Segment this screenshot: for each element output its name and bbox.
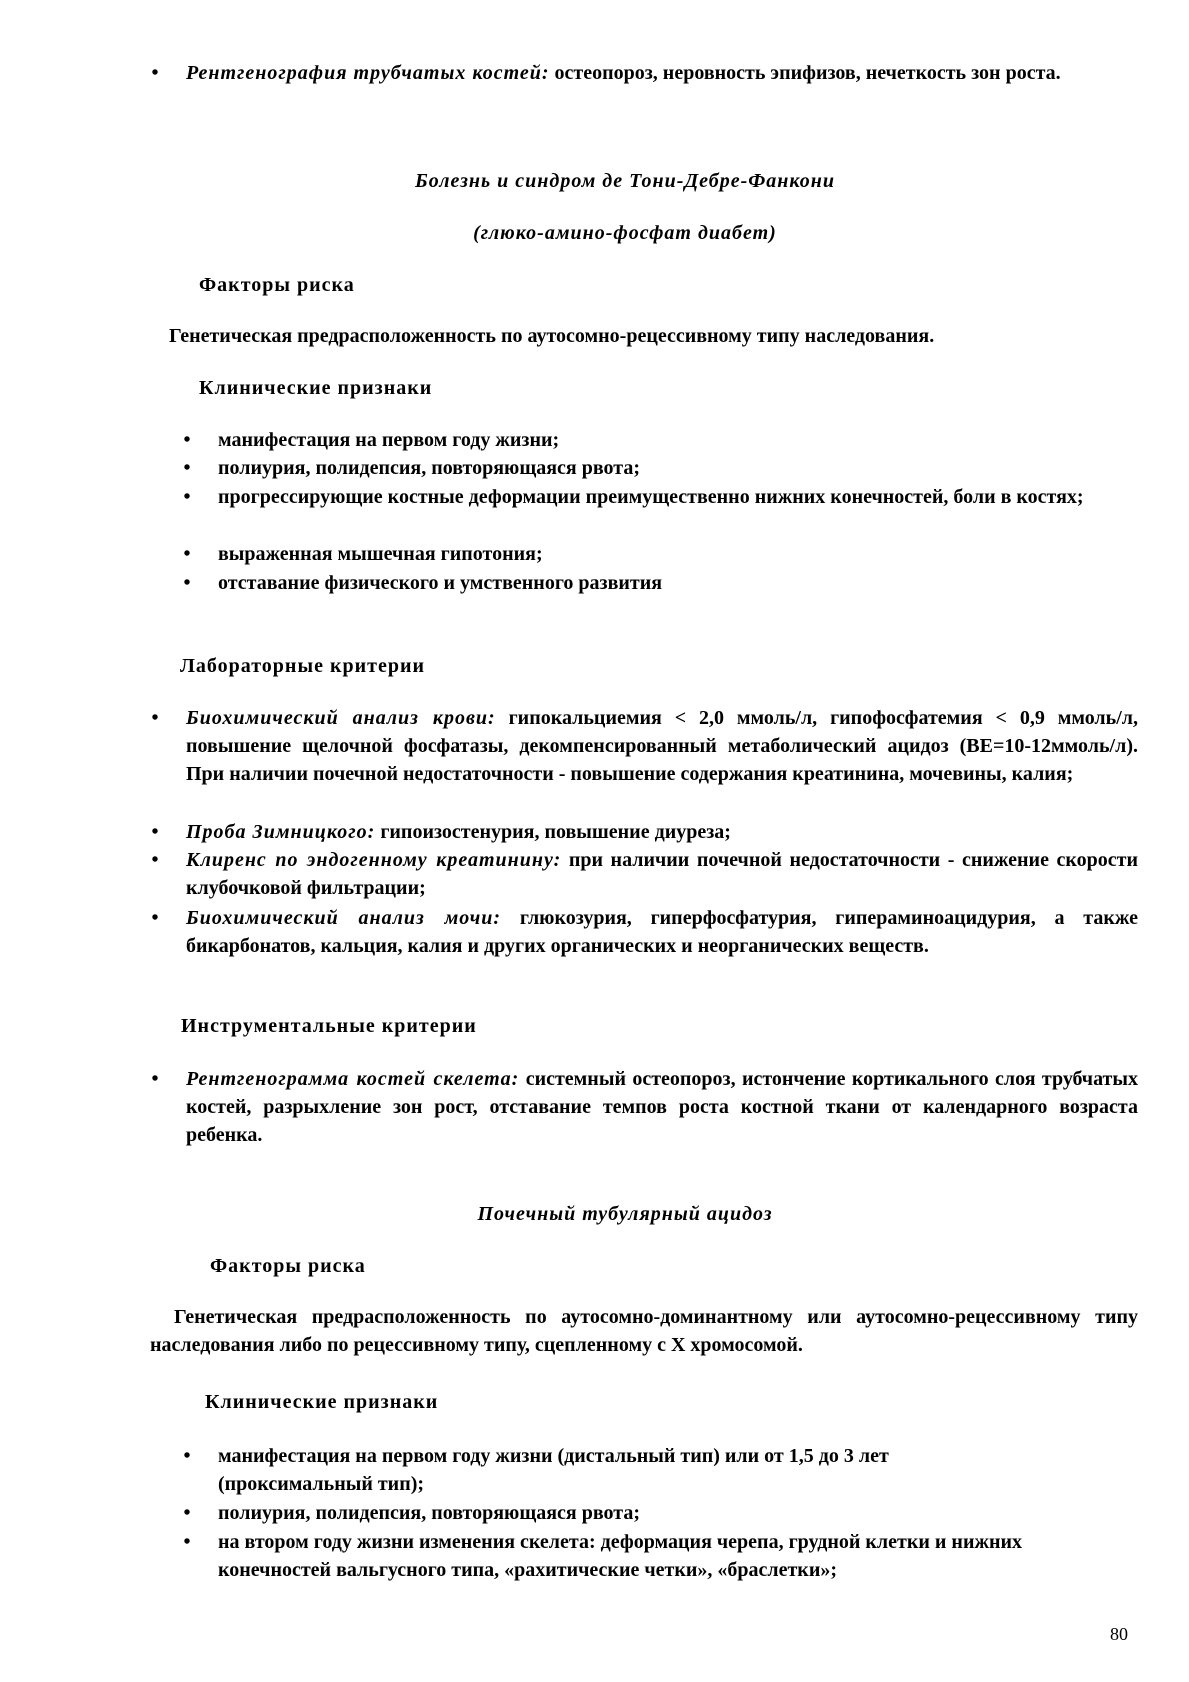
instrumental-criteria-heading: Инструментальные критерии (181, 1015, 477, 1037)
section-title: Болезнь и синдром де Тони-Дебре-Фанкони (415, 170, 835, 192)
list-item: полиурия, полидепсия, повторяющаяся рвота; (218, 1502, 640, 1524)
bullet: • (151, 849, 159, 871)
risk-factors-heading: Факторы риска (199, 274, 355, 296)
item-body: системный остеопороз, истончение кортикального слоя трубчатых костей, разрыхление зон рост, отставание темпов роста костной ткани от календарного возраста ребенка. (186, 1068, 1138, 1146)
bullet: • (151, 1068, 159, 1090)
item-lead: Клиренс по эндогенному креатинину: (186, 849, 562, 871)
bullet: • (183, 543, 191, 565)
risk-factors-text: Генетическая предрасположенность по аутосомно-доминантному или аутосомно-рецессивному типу наследования либо по рецессивному типу, сцепленному с Х хромосомой. (150, 1306, 1138, 1356)
top-item-text (186, 59, 1110, 87)
section-subtitle: (глюко-амино-фосфат диабет) (473, 222, 777, 244)
item-body: гипокальциемия < 2,0 ммоль/л, гипофосфатемия < 0,9 ммоль/л, повышение щелочной фосфатазы, декомпенсированный метаболический ацидоз (ВЕ=10-12ммоль/л). При наличии почечной недостаточности - повышение содержания креатинина, мочевины, калия; (186, 707, 1138, 785)
bullet: • (183, 457, 191, 479)
list-item: прогрессирующие костные деформации преимущественно нижних конечностей, боли в костях; (218, 486, 1084, 508)
lab-item (186, 818, 1138, 846)
item-lead: Проба Зимницкого: (186, 821, 376, 843)
bullet: • (151, 62, 159, 84)
list-item: манифестация на первом году жизни (дистальный тип) или от 1,5 до 3 лет (проксимальный тип); (218, 1445, 889, 1495)
bullet: • (151, 907, 159, 929)
item-body: при наличии почечной недостаточности - снижение скорости клубочковой фильтрации; (186, 849, 1138, 899)
lab-item (186, 904, 1138, 960)
item-body: гипоизостенурия, повышение диуреза; (380, 821, 731, 843)
list-item: полиурия, полидепсия, повторяющаяся рвота; (218, 457, 640, 479)
clinical-signs-heading: Клинические признаки (205, 1391, 439, 1413)
lab-item (186, 704, 1138, 788)
page-number: 80 (1110, 1624, 1128, 1644)
section-title: Почечный тубулярный ацидоз (477, 1203, 773, 1225)
list-item: на втором году жизни изменения скелета: деформация черепа, грудной клетки и нижних конечностей вальгусного типа, «рахитические четки», «браслетки»; (218, 1531, 1023, 1581)
lab-criteria-heading: Лабораторные критерии (180, 655, 425, 677)
bullet: • (183, 1445, 191, 1467)
list-item: манифестация на первом году жизни; (218, 429, 560, 451)
bullet: • (183, 572, 191, 594)
item-lead: Биохимический анализ мочи: (186, 907, 502, 929)
item-lead: Биохимический анализ крови: (186, 707, 496, 729)
item-body: глюкозурия, гиперфосфатурия, гипераминоацидурия, а также бикарбонатов, кальция, калия и других органических и неорганических веществ. (186, 907, 1138, 957)
lab-item (186, 846, 1138, 902)
clinical-signs-heading: Клинические признаки (199, 377, 433, 399)
bullet: • (183, 486, 191, 508)
instrumental-item (186, 1065, 1138, 1149)
item-body: остеопороз, неровность эпифизов, нечеткость зон роста. (554, 62, 1061, 84)
bullet: • (183, 1531, 191, 1553)
risk-factors-heading: Факторы риска (210, 1255, 366, 1277)
bullet: • (151, 707, 159, 729)
bullet: • (151, 821, 159, 843)
item-lead: Рентгенография трубчатых костей: (186, 62, 550, 84)
item-lead: Рентгенограмма костей скелета: (186, 1068, 520, 1090)
bullet: • (183, 1502, 191, 1524)
bullet: • (183, 429, 191, 451)
list-item: выраженная мышечная гипотония; (218, 543, 543, 565)
list-item: отставание физического и умственного развития (218, 572, 663, 594)
risk-factors-text: Генетическая предрасположенность по аутосомно-рецессивному типу наследования. (169, 325, 935, 347)
